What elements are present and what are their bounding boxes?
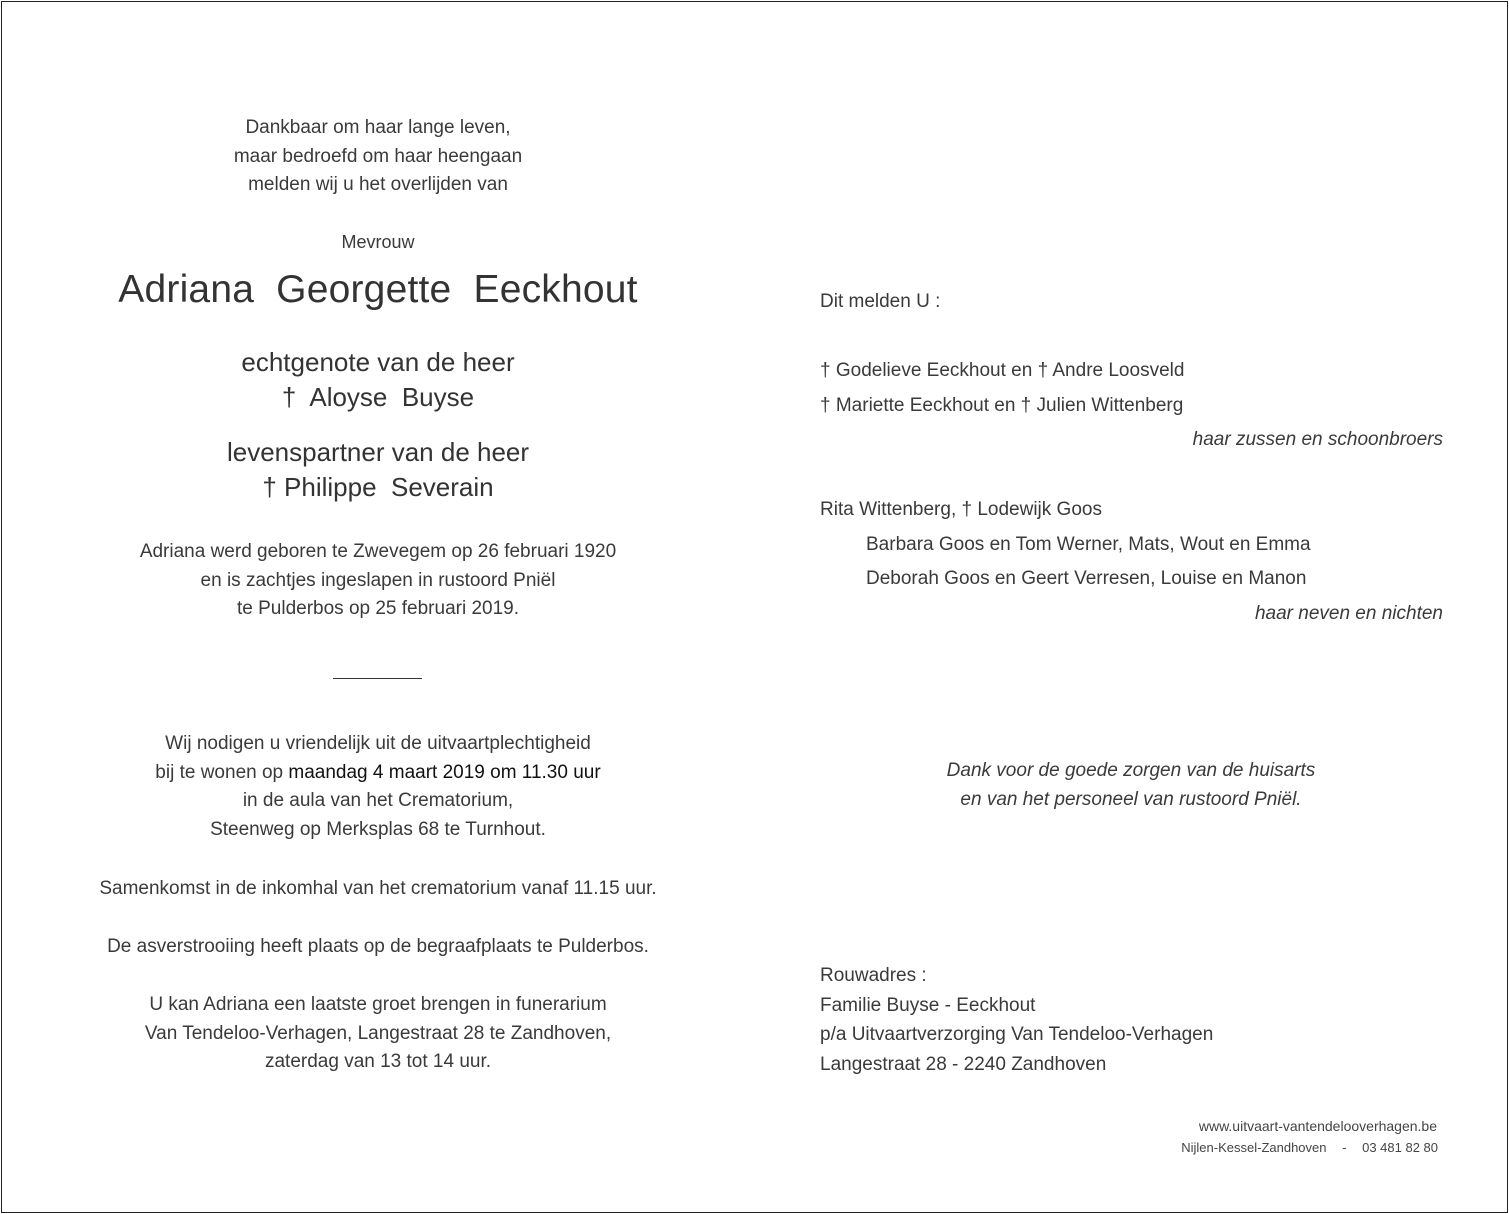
- intro-line: maar bedroefd om haar heengaan: [233, 145, 523, 167]
- funeral-home-website[interactable]: www.uitvaart-vantendelooverhagen.be: [1198, 1118, 1437, 1134]
- biography: [78, 538, 678, 624]
- salutation: Mevrouw: [341, 232, 415, 252]
- invite-line: Wij nodigen u vriendelijk uit de uitvaartplechtigheid: [165, 733, 591, 754]
- thanks-line: Dank voor de goede zorgen van de huisarts: [946, 760, 1316, 781]
- cousin-line: Deborah Goos en Geert Verresen, Louise en Manon: [866, 568, 1307, 589]
- deceased-name: Adriana Georgette Eeckhout: [118, 268, 638, 311]
- siblings-label: haar zussen en schoonbroers: [1192, 429, 1443, 450]
- cousin-line: Barbara Goos en Tom Werner, Mats, Wout en Emma: [866, 533, 1311, 555]
- funeral-home-phone: 03 481 82 80: [1362, 1140, 1438, 1155]
- announcement-heading: Dit melden U :: [820, 291, 941, 312]
- funeral-invitation: [78, 730, 678, 844]
- address-line: Langestraat 28 - 2240 Zandhoven: [820, 1053, 1107, 1075]
- address-line: Rouwadres :: [820, 965, 927, 986]
- visit-line: zaterdag van 13 tot 14 uur.: [264, 1051, 492, 1072]
- cousins-head: Rita Wittenberg, † Lodewijk Goos: [820, 499, 1102, 520]
- spouse-name: † Aloyse Buyse: [281, 382, 475, 412]
- visit-line: Van Tendeloo-Verhagen, Langestraat 28 te Zandhoven,: [144, 1022, 612, 1044]
- intro-text: [178, 114, 578, 200]
- invite-prefix: bij te wonen op: [155, 761, 289, 783]
- scattering-text: De asverstrooiing heeft plaats op de begraafplaats te Pulderbos.: [107, 936, 649, 957]
- cousins-list: [820, 493, 1311, 597]
- funeral-home-locations: Nijlen-Kessel-Zandhoven: [1181, 1140, 1327, 1155]
- bio-line: en is zachtjes ingeslapen in rustoord Pniël: [200, 569, 556, 591]
- invite-line: Steenweg op Merksplas 68 te Turnhout.: [210, 818, 546, 840]
- partner-name: † Philippe Severain: [262, 472, 494, 502]
- bio-line: Adriana werd geboren te Zwevegem op 26 februari 1920: [139, 541, 617, 562]
- partner-label: levenspartner van de heer: [226, 437, 530, 467]
- address-line: Familie Buyse - Eeckhout: [820, 994, 1036, 1016]
- visit-line: U kan Adriana een laatste groet brengen in funerarium: [149, 994, 607, 1015]
- cousins-label: haar neven en nichten: [1254, 603, 1443, 624]
- siblings-list: [820, 354, 1184, 423]
- intro-line: melden wij u het overlijden van: [248, 174, 508, 195]
- sibling-line: † Mariette Eeckhout en † Julien Wittenberg: [820, 394, 1184, 416]
- thanks-line: en van het personeel van rustoord Pniël.: [960, 788, 1302, 810]
- mourning-address: [820, 961, 1213, 1079]
- sibling-line: † Godelieve Eeckhout en † Andre Loosveld: [820, 360, 1185, 381]
- intro-line: Dankbaar om haar lange leven,: [245, 117, 511, 138]
- invite-date-line: [78, 759, 678, 788]
- invite-line: in de aula van het Crematorium,: [242, 790, 514, 811]
- visitation-text: [78, 991, 678, 1077]
- divider: [333, 678, 422, 679]
- contact-separator: -: [1342, 1140, 1347, 1155]
- gathering-text: Samenkomst in de inkomhal van het crematorium vanaf 11.15 uur.: [99, 878, 657, 899]
- funeral-date: maandag 4 maart 2019 om 11.30 uur: [288, 761, 601, 783]
- bio-line: te Pulderbos op 25 februari 2019.: [236, 598, 520, 619]
- funeral-home-contact: [1181, 1140, 1438, 1155]
- thanks-note: [831, 757, 1431, 814]
- spouse-label: echtgenote van de heer: [241, 347, 515, 377]
- address-line: p/a Uitvaartverzorging Van Tendeloo-Verhagen: [820, 1024, 1214, 1045]
